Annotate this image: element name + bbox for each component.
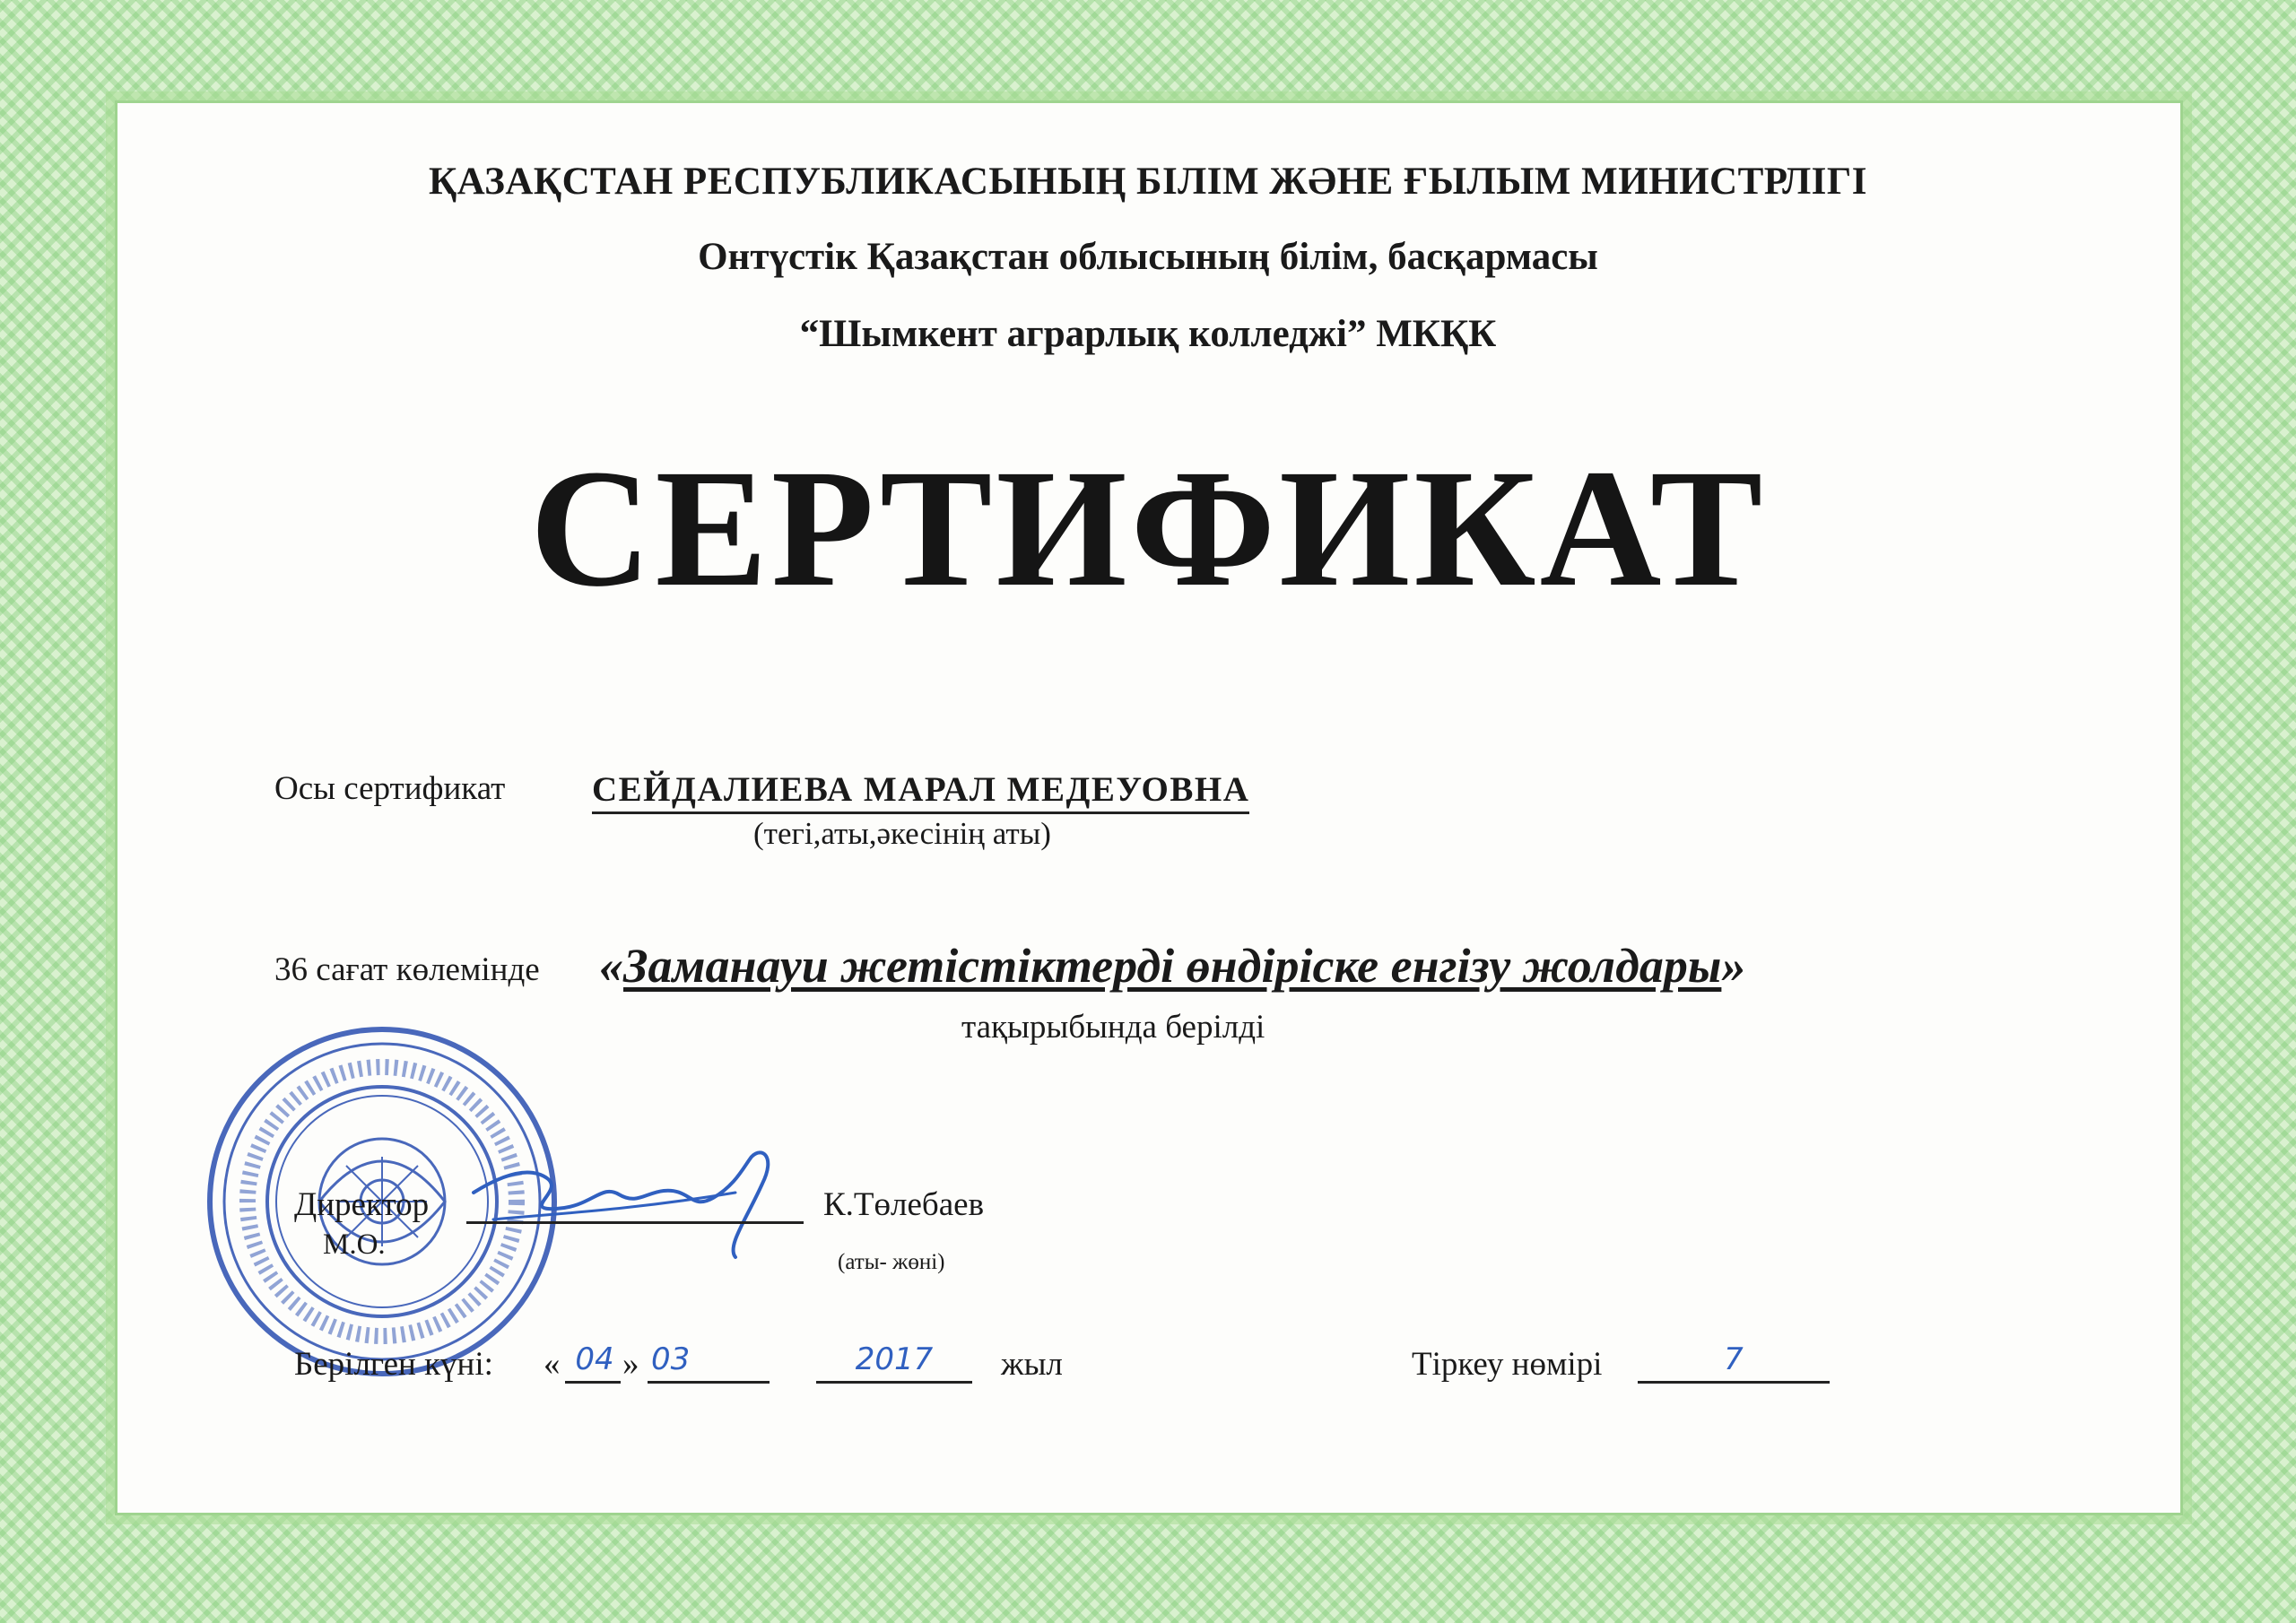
recipient-intro: Осы сертификат	[274, 770, 506, 807]
topic-close-quote: »	[1721, 939, 1746, 993]
signature-line	[466, 1221, 804, 1224]
topic-open-quote: «	[599, 939, 623, 993]
hours-text: 36 сағат көлемінде	[274, 951, 540, 988]
month-line	[648, 1381, 770, 1384]
topic-caption: тақырыбында берілді	[961, 1009, 1265, 1046]
certificate-title: СЕРТИФИКАТ	[529, 434, 1767, 621]
day-close-quote: »	[622, 1346, 639, 1383]
issue-year: 2017	[855, 1341, 934, 1377]
director-signature-icon	[466, 1139, 807, 1264]
director-caption: (аты- жөні)	[838, 1250, 945, 1274]
day-open-quote: «	[544, 1346, 561, 1383]
year-suffix: жыл	[1001, 1346, 1063, 1383]
recipient-caption: (тегі,аты,әкесінің аты)	[753, 816, 1051, 851]
director-name: К.Төлебаев	[823, 1186, 985, 1223]
registration-line	[1638, 1381, 1830, 1384]
course-topic	[599, 938, 1745, 994]
year-line	[816, 1381, 972, 1384]
registration-number: 7	[1724, 1341, 1744, 1377]
recipient-name: СЕЙДАЛИЕВА МАРАЛ МЕДЕУОВНА	[592, 769, 1249, 814]
issue-month: 03	[651, 1341, 691, 1377]
issue-day: 04	[575, 1341, 614, 1377]
issue-date-label: Берілген күні:	[294, 1346, 493, 1383]
college-heading: “Шымкент аграрлық колледжі” МКҚК	[799, 313, 1497, 355]
day-line	[565, 1381, 621, 1384]
seal-place-label: М.О.	[323, 1228, 386, 1261]
ministry-heading: ҚАЗАҚСТАН РЕСПУБЛИКАСЫНЫҢ БІЛІМ ЖӘНЕ ҒЫЛЫМ МИНИСТРЛІГІ	[429, 161, 1867, 203]
region-heading: Онтүстік Қазақстан облысының білім, басқармасы	[698, 236, 1598, 278]
director-label: Директор	[294, 1186, 430, 1223]
registration-label: Тіркеу нөмірі	[1412, 1346, 1603, 1383]
topic-text: Заманауи жетістіктерді өндіріске енгізу жолдары	[623, 939, 1722, 993]
